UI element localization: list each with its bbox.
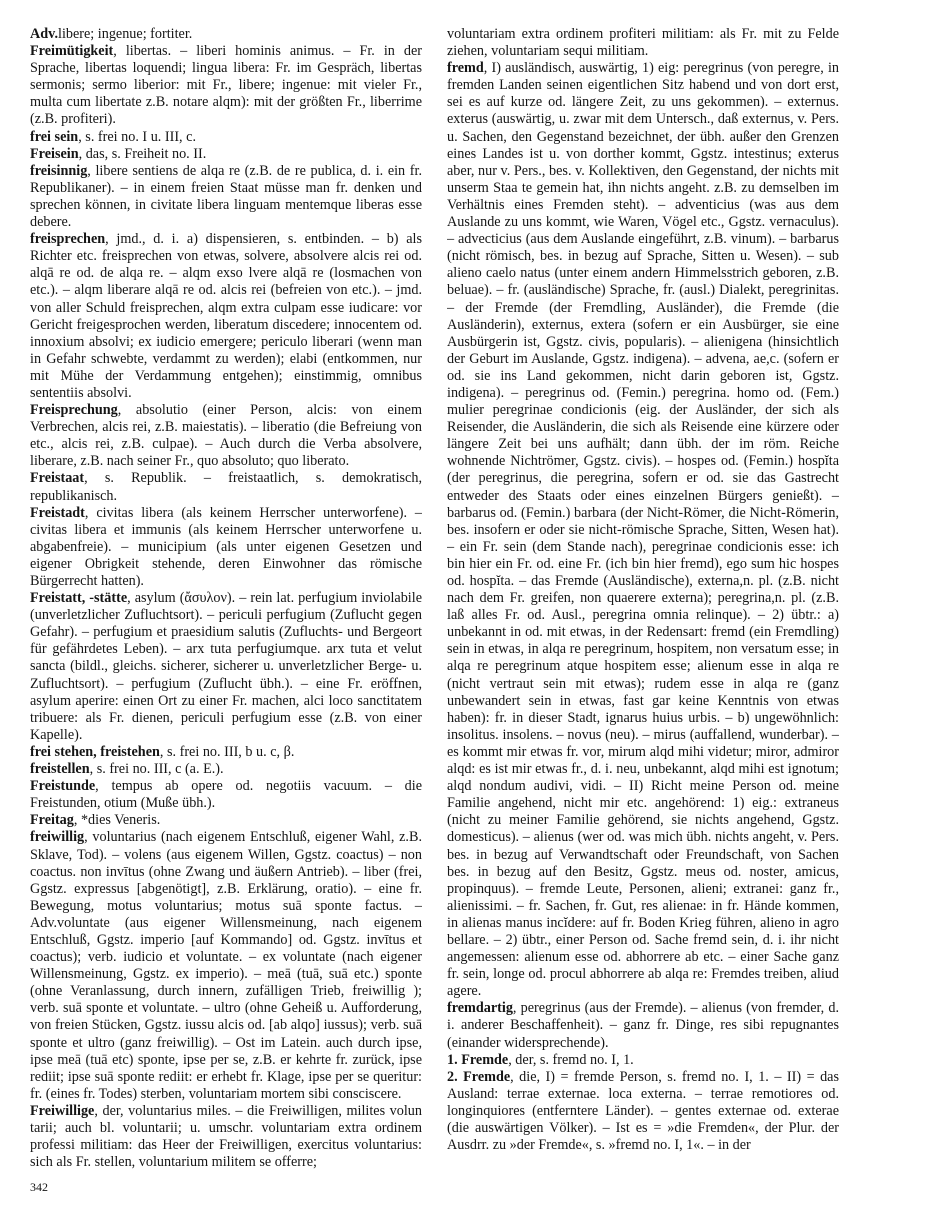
entry-text: , das, s. Freiheit no. II. xyxy=(78,145,207,162)
entry-text: , s. Republik. – freistaatlich, s. demokratisch, republikanisch. xyxy=(30,470,422,504)
entry-text: , asylum (ἄσυλον). – rein lat. perfugium inviolabile (unverletzlicher Zufluchtsort). – periculi perfugium (Zuflucht gegen Gefahr). – perfugium et praesidium salutis (Zufluchts- und Bergeort für gefährdetes Leben). – arx tuta perfugiumque. arx tuta et velut sancta (bildl., gleichs. sicherer, sicherer u. unverletzlicher Berge- u. Zufluchtsort). – perfugium (Zuflucht übh.). – eine Fr. eröffnen, asylum aperire: einen Ort zu einer Fr. machen, alci loco sanctitatem tribuere: als Fr. dienen, periculi perfugium esse (z.B. von einer Kapelle). xyxy=(30,590,422,743)
headword: Adv. xyxy=(30,26,58,42)
dictionary-entry xyxy=(30,26,422,43)
entry-text: , voluntarius (nach eigenem Entschluß, eigener Wahl, z.B. Sklave, Tod). – volens (aus eigenem Willen, Ggstz. coactus) – non coactus. non invītus (ohne Zwang und äußern Antrieb). – liber (frei, Ggstz. expressus [abgenötigt], z.B. Erklärung, oratio). – eine fr. Bewegung, motus voluntarius; motus suā sponte factus. – Adv.voluntate (aus eigener Willensmeinung, nach eigenem Entschluß, Ggstz. imperio [auf Kommando] od. Ggstz. invītus et coactus); verb. iudicio et voluntate. – ex voluntate (nach eigener Willensmeinung, Ggstz. ex imperio). – meā (tuā, suā etc.) sponte (ohne Veranlassung, durch innern, zufälligen Trieb, freiwillig ); verb. suā sponte et voluntate. – ultro (ohne Geheiß u. Aufforderung, von freien Stücken, Ggstz. iussu alcis od. [ab alqo] iussus); verb. suā sponte et ultro (ganz freiwillig). – Ost im Latein. auch durch ipse, ipse meā (tuā etc) sponte, ipse per se, z.B. er kehrte fr. zurück, ipse rediit; ipse suā sponte rediit: er erhebt fr. Klage, ipse per se queritur: fr. (eines fr. Todes) sterben, voluntariam mortem sibi consciscere. xyxy=(30,829,422,1102)
dictionary-entry xyxy=(30,590,422,744)
headword: Freisprechung xyxy=(30,402,118,419)
headword: Freistatt, -stätte xyxy=(30,590,128,607)
entry-text: , civitas libera (als keinem Herrscher unterworfene). – civitas libera et immunis (als keinem Herrscher unterworfene u. abgabenfreie). – municipium (als unter eigenen Gesetzen und eigener Obrigkeit stehende, deren Einwohner das römische Bürgerrecht hatten). xyxy=(30,504,422,589)
dictionary-entry xyxy=(447,26,839,60)
headword: Freiwillige xyxy=(30,1102,95,1119)
dictionary-entry xyxy=(30,829,422,1103)
entry-text: , s. frei no. I u. III, c. xyxy=(78,128,196,145)
headword: Freimütigkeit xyxy=(30,43,114,60)
entry-text: , libertas. – liberi hominis animus. – Fr. in der Sprache, libertas loquendi; lingua libera: Fr. im Gespräch, libertas sermonis; sermo liberior: mit Fr., libere; ingenue: mit vieler Fr., multa cum libertate z.B. notare alqm): mit der größten Fr., liberrime (z.B. profiteri). xyxy=(30,43,422,128)
headword: frei sein xyxy=(30,128,79,145)
entry-text: libere; ingenue; fortiter. xyxy=(58,26,193,42)
entry-text: , *dies Veneris. xyxy=(73,812,161,829)
entry-text: , s. frei no. III, c (a. E.). xyxy=(89,761,224,778)
entry-text: voluntariam extra ordinem profiteri militiam: als Fr. mit zu Felde ziehen, voluntariam sequi militiam. xyxy=(447,26,839,60)
dictionary-entry xyxy=(447,1069,839,1154)
dictionary-entry xyxy=(30,778,422,812)
dictionary-entry xyxy=(30,505,422,590)
right-column xyxy=(447,26,839,1186)
entry-text: , der, s. fremd no. I, 1. xyxy=(508,1051,634,1068)
headword: Freistadt xyxy=(30,504,85,521)
headword: 1. Fremde xyxy=(447,1051,509,1068)
dictionary-entry xyxy=(30,812,422,829)
dictionary-entry xyxy=(447,60,839,1000)
entry-text: , der, voluntarius miles. – die Freiwilligen, milites volun tarii; auch bl. voluntarii; u. umschr. voluntariam extra ordinem professi militiam: das Heer der Freiwilligen, exercitus voluntarius: sich als Fr. stellen, voluntarium militem se offerre; xyxy=(30,1102,422,1171)
entry-text: , absolutio (einer Person, alcis: von einem Verbrechen, alcis rei, z.B. maiestatis). – liberatio (die Befreiung von etc., alcis rei, z.B. culpae). – Auch durch die Verba absolvere, liberare, z.B. nach seiner Fr., quo absoluto; quo liberato. xyxy=(30,402,422,470)
headword: freisinnig xyxy=(30,162,88,179)
headword: frei stehen, freistehen xyxy=(30,743,160,760)
dictionary-entry xyxy=(30,744,422,761)
headword: fremd xyxy=(447,60,484,77)
dictionary-entry xyxy=(30,231,422,402)
entry-text: , die, I) = fremde Person, s. fremd no. I, 1. – II) = das Ausland: terrae externae. loca externa. – terrae remotiores od. longinquiores (entferntere Länder). – gentes externae od. exterae (die auswärtigen Völker). – Ist es = »die Fremden«, der Plur. der Ausdrr. zu »der Fremde«, s. »fremd no. I, 1«. – in der xyxy=(447,1068,839,1154)
entry-text: , jmd., d. i. a) dispensieren, s. entbinden. – b) als Richter etc. freisprechen von etwas, solvere, absolvere alcis rei od. alqā re od. de alqa re. – alqm exso lvere alqā re (losmachen von etc.). – alqm liberare alqā re od. alcis rei (befreien von etc.). – jmd. von aller Schuld freisprechen, alqm extra culpam esse iudicare: vor Gericht freigesprochen werden, liberatum discedere; innocentem od. innoxium absolvi; ex iudicio emergere; periculo liberari (wenn man in Gefahr schwebte, verdammt zu werden); elabi (entkommen, nur mit Mühe der Verdammung entgehen); einstimmig, omnibus sententiis absolvi. xyxy=(30,231,422,401)
headword: Freistunde xyxy=(30,778,96,795)
entry-text: , libere sentiens de alqa re (z.B. de re publica, d. i. ein fr. Republikaner). – in einem freien Staat müsse man fr. denken und sprechen können, in civitate libera linguam mentemque liberas esse debere. xyxy=(30,162,422,231)
headword: freistellen xyxy=(30,761,90,778)
dictionary-entry xyxy=(30,163,422,231)
page-number: 342 xyxy=(30,1180,48,1194)
headword: freisprechen xyxy=(30,231,106,248)
headword: freiwillig xyxy=(30,829,85,846)
dictionary-entry xyxy=(30,761,422,778)
dictionary-entry xyxy=(30,402,422,470)
entry-text: , I) ausländisch, auswärtig, 1) eig: peregrinus (von peregre, in fremden Landen seinen eigentlichen Sitz habend und von dort erst, sei es auf kurze od. längere Zeit, zu uns gekommen). – externus. exterus (auswärtig, u. zwar mit dem Untersch., daß externus, v. Pers. u. Sachen, den Gegenstand bezeichnet, der übh. außer den Grenzen eines Landes ist u. von dorther kommt, Ggstz. intestinus; exterus aber, nur v. Pers., bes. v. Kollektiven, den Gegenstand, der nichts mit unserm Staa te gemein hat, ihn nichts angeht. z.B. zu demselben im Verhältnis eines Fremden steht). – adventicius (was aus dem Auslande zu uns kommt, wie Waren, Vögel etc., Ggstz. vernaculus). – advecticius (aus dem Auslande eingeführt, z.B. vinum). – barbarus (nicht römisch, bes. in bezug auf Sprache, Sitten u. Wesen). – sub alieno caelo natus (unter einem andern Himmelsstrich geboren, z.B. beluae). – fr. (ausländische) Sprache, fr. (ausl.) Dialekt, peregrinitas. – der Fremde (der Fremdling, Ausländer), die Fremde (die Ausländerin), externus, extera (sofern er ein Ausbürger, sie eine Ausbürgerin ist, Ggstz. civis, popularis). – alienigena (hinsichtlich der Geburt im Auslande, Ggstz. indigena). – advena, ae,c. (sofern er od. sie ins Land gekommen, nicht darin geboren ist, Ggstz. indigena). – peregrinus od. (Femin.) peregrina. homo od. (Fem.) mulier peregrinae condicionis (eig. der Ausländer, der sich als Reisender, die Ausländerin, die sich als Reisende eine kürzere oder längere Zeit bei uns aufhält; dann übh. der im röm. Reiche wohnende Nichtrömer, Ggstz. civis). – hospes od. (Femin.) hospĭta (der peregrinus, die peregrina, sofern er od. sie das Gastrecht entweder des Staats oder eines einzelnen Bürgers genießt). – barbarus od. (Femin.) barbara (der Nicht-Römer, die Nicht-Römerin, bes. insofern er oder sie nicht-römische Sprache, Sitten, Wesen hat). – ein Fr. sein (dem Stande nach), peregrinae condicionis esse: ich bin hier ein Fr. od. eine Fr. (ich bin hier fremd), ego sum hic hospes od. hospĭta. – das Fremde (Ausländische), externa,n. pl. (z.B. nicht nach dem Fr. greifen, non quaerere externa); peregrina,n. pl. (z.B. laß alles Fr. od. Ausl., peregrina omnia relinque). – 2) übtr.: a) unbekannt in od. mit etwas, in der Redensart: fremd (ein Fremdling) sein in etwas, in alqa re peregrinum, hospitem, non versatum esse; in alqa re peregrinum atque hospitem esse; alienum esse in alqa re (nicht vertraut sein mit etwas); rudem esse in alqa re (ganz unbewandert sein in etwas, fast gar keine Kenntnis von etwas haben): fr. in dieser Stadt, ignarus huius urbis. – b) ungewöhnlich: insolitus. insolens. – novus (neu). – mirus (auffallend, wunderbar). – es kommt mir etwas fr. vor, mirum alqd mihi videtur; miror, admiror alqd: es ist mir etwas fr., d. i. neu, unbekannt, alqd mihi est ignotum; alqd nondum audivi, vidi. – II) Richt meine Person od. meine Familie angehend, nicht mir etc. angehörend: 1) eig.: extraneus (nicht zu meiner Familie gehörend, sie nichts angehend, Ggstz. domesticus). – alienus (wer od. was mich übh. nichts angeht, v. Pers. bes. in bezug auf Verwandtschaft oder Freundschaft, von Sachen bes. in bezug auf den Besitz, Ggstz. meus od. noster, amicus, propinquus). – fremde Leute, Personen, alieni; extranei: ganz fr., alienissimi. – fr. Sachen, fr. Gut, res alienae: in fr. Hände kommen, in alienas manus incĭdere: auf fr. Boden Krieg führen, alieno in agro bellare. – 2) übtr., einer Person od. Sache fremd sein, d. i. ihr nicht angemessen: alienum esse od. abhorrere ab etc. – einer Sache ganz fr. sein, longe od. procul abhorrere ab alqa re: Fremdes treiben, aliud agere. xyxy=(447,60,839,1000)
dictionary-entry xyxy=(447,1000,839,1051)
entry-text: , peregrinus (aus der Fremde). – alienus (von fremder, d. i. anderer Beschaffenheit). – ganz fr. Dinge, res sibi repugnantes (einander widersprechende). xyxy=(447,1000,839,1051)
dictionary-entry xyxy=(30,1103,422,1171)
dictionary-entry xyxy=(30,43,422,128)
entry-text: , s. frei no. III, b u. c, β. xyxy=(159,743,295,760)
headword: 2. Fremde xyxy=(447,1068,511,1085)
dictionary-entry xyxy=(30,129,422,146)
dictionary-entry xyxy=(447,1052,839,1069)
headword: Freisein xyxy=(30,145,79,162)
entry-text: , tempus ab opere od. negotiis vacuum. – die Freistunden, otium (Muße übh.). xyxy=(30,778,422,812)
left-column xyxy=(30,26,422,1186)
headword: Freitag xyxy=(30,812,74,829)
dictionary-entry xyxy=(30,146,422,163)
headword: fremdartig xyxy=(447,1000,513,1017)
headword: Freistaat xyxy=(30,470,85,487)
dictionary-entry xyxy=(30,470,422,504)
